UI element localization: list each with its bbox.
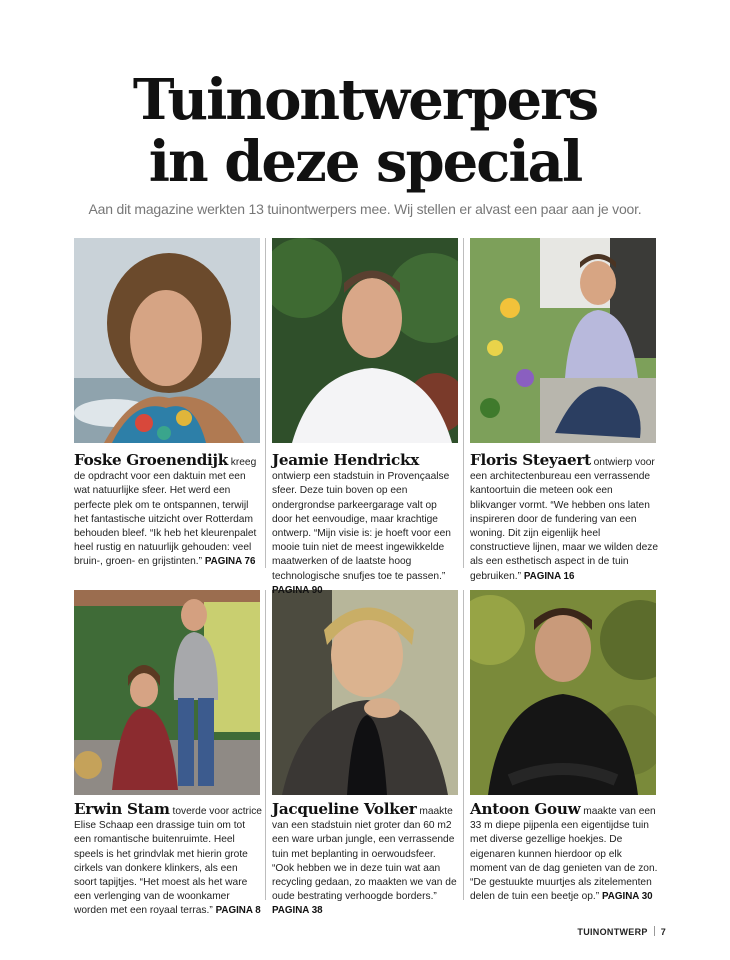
footer-page-number: 7 (660, 927, 666, 937)
page-title-line-1: Tuinontwerpers (132, 67, 598, 133)
page-reference: PAGINA 76 (204, 556, 256, 568)
page-reference: PAGINA 38 (272, 905, 323, 917)
designer-name: Foske Groenendijk (74, 451, 228, 469)
portrait-photo-jeamie (272, 238, 458, 443)
page-title-line-2: in deze special (148, 129, 582, 195)
designer-card-jacqueline (272, 802, 460, 919)
designer-name: Jeamie Hendrickx (272, 451, 419, 469)
page-reference: PAGINA 90 (272, 584, 323, 596)
column-divider (265, 590, 266, 900)
designer-name: Antoon Gouw (470, 800, 581, 818)
designer-card-floris (470, 453, 658, 584)
portrait-photo-floris (470, 238, 656, 443)
portrait-photo-erwin (74, 590, 260, 795)
designer-name: Jacqueline Volker (272, 800, 417, 818)
designer-name: Erwin Stam (74, 800, 170, 818)
page-footer (577, 926, 666, 937)
page-reference: PAGINA 8 (215, 905, 261, 917)
designer-description: maakte van een stadstuin niet groter dan 60 m2 een ware urban jungle, een verrassende tuin met beplanting in oerwoudsfeer. “Ook hebben we in deze tuin wat aan recycling gedaan, zo maakten we van de oude bestrating verhoogde borders.” (272, 806, 457, 903)
designer-description: ontwierp een stadstuin in Provençaalse sfeer. Deze tuin boven op een ondergrondse parkeergarage valt op door het eenvoudige, maar krachtige ontwerp. “Mijn visie is: je hoeft voor een mooie tuin niet de meest ingewikkelde maatwerken of de laatste hoog technologische snufjes toe te passen.” (272, 471, 451, 582)
column-divider (265, 238, 266, 568)
column-divider (463, 590, 464, 900)
page-reference: PAGINA 16 (523, 570, 575, 582)
designer-description: toverde voor actrice Elise Schaap een drassige tuin om tot een romantische buitenruimte. Heel speels is het grindvlak met hierin grote cirkels van donkere klinkers, als een soort tapijtjes. “Het moest als het ware een verlenging van de woonkamer worden met een royaal terras.” (74, 806, 262, 917)
designer-description: maakte van een 33 m diepe pijpenla een eigentijdse tuin met diverse gezellige hoekjes. De eigenaren kunnen hierdoor op elk moment van de dag genieten van de zon. “De gestuukte muurtjes als zitelementen delen de tuin een beetje op.” (470, 806, 658, 903)
designer-name: Floris Steyaert (470, 451, 591, 469)
page-reference: PAGINA 30 (602, 891, 653, 903)
footer-separator (654, 926, 655, 936)
designer-card-antoon (470, 802, 658, 904)
designer-description: kreeg de opdracht voor een daktuin met een wat natuurlijke sfeer. Het werd een perfecte plek om te ontspannen, terwijl het fantastische uitzicht over Rotterdam behouden bleef. “Ik heb het kleurenpalet heel rustig en natuurlijk gehouden: veel bruin-, groen- en grijstinten.” (74, 457, 257, 568)
designer-card-jeamie (272, 453, 460, 598)
portrait-photo-foske (74, 238, 260, 443)
portrait-photo-jacqueline (272, 590, 458, 795)
page-subtitle: Aan dit magazine werkten 13 tuinontwerpers mee. Wij stellen er alvast een paar aan je voor. (88, 201, 642, 217)
column-divider (463, 238, 464, 568)
designer-card-foske (74, 453, 262, 570)
portrait-photo-antoon (470, 590, 656, 795)
footer-section: TUINONTWERP (577, 927, 648, 937)
designer-card-erwin (74, 802, 262, 919)
designer-description: ontwierp voor een architectenbureau een verrassende kantoortuin die meteen ook een blikvanger vormt. “We hebben ons laten inspireren door de fundering van een woning. Dit zijn eigenlijk heel constructieve lijnen, maar we wilden deze als een esthetisch aspect in de tuin gebruiken.” (470, 457, 658, 582)
